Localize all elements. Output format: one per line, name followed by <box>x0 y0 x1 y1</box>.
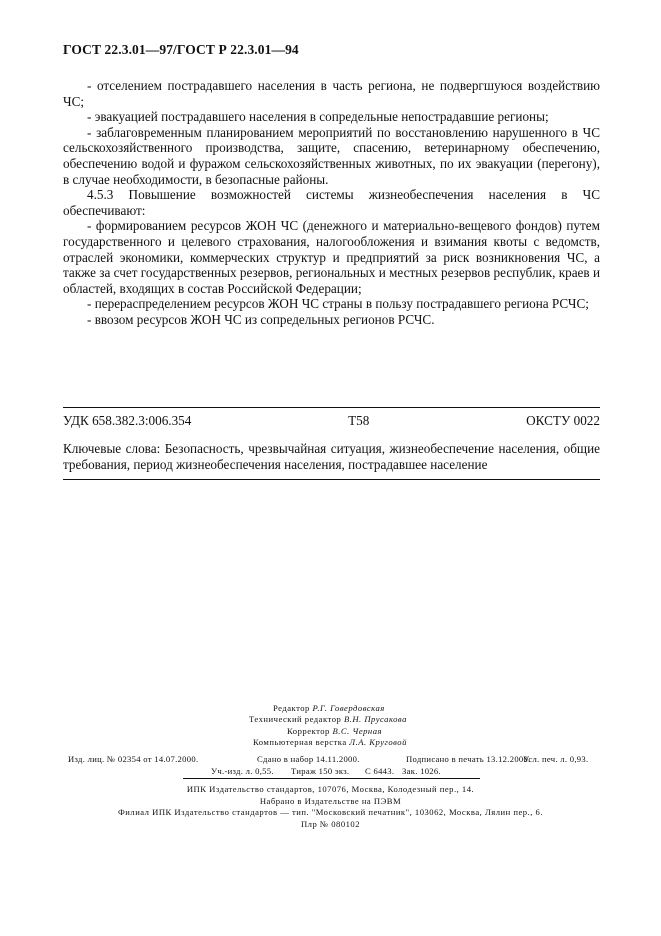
layout-name: Л.А. Круговой <box>349 737 407 748</box>
paragraph: - эвакуацией пострадавшего населения в сопредельные непострадавшие регионы; <box>87 109 549 125</box>
classification-row <box>63 413 600 429</box>
udk-code: УДК 658.382.3:006.354 <box>63 413 192 428</box>
keywords: Ключевые слова: Безопасность, чрезвычайная ситуация, жизнеобеспечение населения, общие требования, период жизнеобеспечения населения, пострадавшее население <box>63 441 600 472</box>
editor-role: Редактор <box>273 703 310 713</box>
layout-line <box>253 737 407 748</box>
body-text <box>63 78 600 328</box>
paragraph: - ввозом ресурсов ЖОН ЧС из сопредельных регионов РСЧС. <box>87 311 435 327</box>
sent-info: Сдано в набор 14.11.2000. <box>257 754 360 764</box>
editor-name: Р.Г. Говердовская <box>312 703 385 713</box>
publisher-line: Филиал ИПК Издательство стандартов — тип. "Московский печатник", 103062, Москва, Лялин пер., 6. <box>118 807 543 818</box>
publisher-block <box>0 784 661 830</box>
tech-editor-role: Технический редактор <box>249 714 342 725</box>
category-code: Т58 <box>348 413 370 428</box>
pub-sheets-info: Уч.-изд. л. 0,55. <box>211 765 274 776</box>
layout-role: Компьютерная верстка <box>253 737 347 748</box>
publisher-line: ИПК Издательство стандартов, 107076, Москва, Колодезный пер., 14. <box>186 784 475 794</box>
top-rule <box>63 407 600 408</box>
paragraph: - заблаговременным планированием мероприятий по восстановлению нарушенного в ЧС сельскохозяйственного производства, защите, спасению, ветеринарному обеспечению, обеспечению водой и фуражом сельскохозяйственных животных, по их эвакуации (перегону), в случае необходимости, в безопасные районы. <box>63 124 600 187</box>
publisher-line: Набрано в Издательстве на ПЭВМ <box>259 795 402 806</box>
okstu-code: ОКСТУ 0022 <box>526 413 600 428</box>
corrector-role: Корректор <box>287 725 330 736</box>
copies-info: Тираж 150 экз. <box>291 765 350 776</box>
document-header: ГОСТ 22.3.01—97/ГОСТ Р 22.3.01—94 <box>63 42 299 57</box>
paragraph: - отселением пострадавшего населения в часть региона, не подвергшуюся воздействию ЧС; <box>63 78 600 109</box>
paragraph: - перераспределением ресурсов ЖОН ЧС страны в пользу пострадавшего региона РСЧС; <box>87 296 589 312</box>
corrector-name: В.С. Черная <box>332 725 382 736</box>
c-info: С 6443. <box>365 765 395 776</box>
bottom-rule <box>63 479 600 480</box>
paragraph: - формированием ресурсов ЖОН ЧС (денежного и материально-вещевого фондов) путем государственного и целевого страхования, налогообложения и взимания квоты с ведомств, отраслей экономики, коммерческих структур и предприятий за риск возникновения ЧС, а также за счет государственных резервов, региональных и местных резервов республик, краев и областей, входящих в состав Российской Федерации; <box>63 218 600 296</box>
publisher-rule <box>183 778 480 779</box>
paragraph: 4.5.3 Повышение возможностей системы жизнеобеспечения населения в ЧС обеспечивают: <box>63 187 600 218</box>
publisher-line: Плр № 080102 <box>300 818 361 829</box>
editor-line <box>273 703 385 714</box>
tech-editor-name: В.Н. Прусакова <box>343 714 407 725</box>
sheets-info: Усл. печ. л. 0,93. <box>523 754 589 764</box>
tech-editor-line <box>249 714 407 725</box>
order-info: Зак. 1026. <box>402 765 441 776</box>
signed-info: Подписано в печать 13.12.2000. <box>406 754 531 764</box>
corrector-line <box>287 726 382 737</box>
license-info: Изд. лиц. № 02354 от 14.07.2000. <box>68 754 199 764</box>
